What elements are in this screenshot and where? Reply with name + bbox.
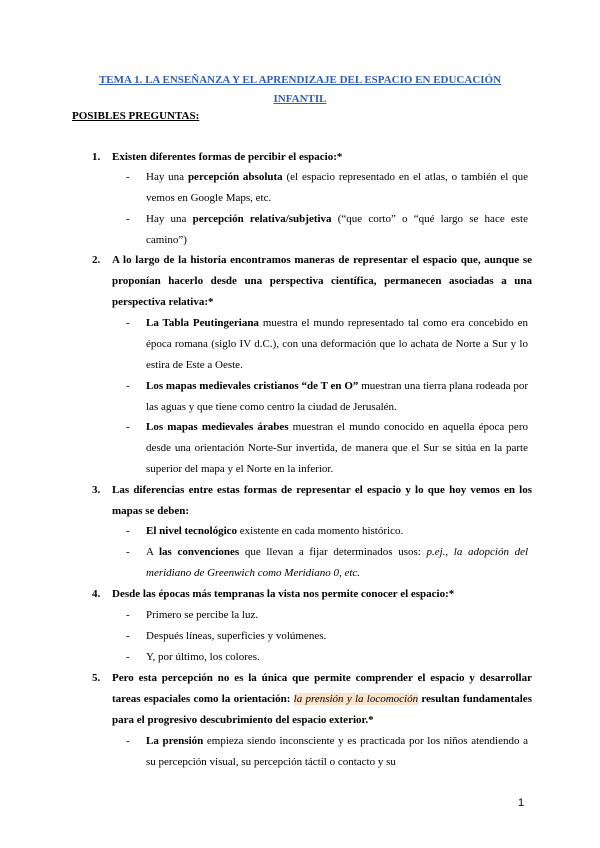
q2-bullet-1: - La Tabla Peutingeriana muestra el mundo representado tal como era concebido en época romana (siglo IV d.C.), con una deformación que lo achata de Norte a Sur y lo estira de Este a Oeste.	[126, 317, 528, 371]
highlighted-phrase: la prensión y la locomoción	[293, 693, 419, 705]
page-number: 1	[518, 797, 525, 809]
q4-bullet-3: - Y, por último, los colores.	[126, 651, 260, 663]
document-page: TEMA 1. LA ENSEÑANZA Y EL APRENDIZAJE DEL ESPACIO EN EDUCACIÓN INFANTIL POSIBLES PREGUNTAS: 1. Existen diferentes formas de percibir el espacio:* - Hay una percepción absoluta (el espacio representado en el atlas, o también el que vemos en Google Maps, etc. - Hay una percepción relativa/subjetiva (“que corto” o “qué largo se hace este camino”) 2. A lo largo de la historia encontramos maneras de representar el espacio que, aunque se proponían hacerlo desde una perspectiva científica, permanecen asociadas a una perspectiva relativa:* - La Tabla Peutingeriana muestra el mundo representado tal como era concebido en época romana (siglo IV d.C.), con una deformación que lo achata de Norte a Sur y lo estira de Este a Oeste. - Los mapas medievales cristianos “de T en O” muestran una tierra plana rodeada por las aguas y que tiene como centro la ciudad de Jerusalén. - Los mapas medievales árabes muestran el mundo conocido en aquella época pero desde una orientación Norte-Sur invertida, de manera que el Sur se sitúa en la parte superior del mapa y el Norte en la inferior. 3. Las diferencias entre estas formas de representar el espacio y lo que hoy vemos en los mapas se deben: - El nivel tecnológico existente en cada momento histórico. - A las convenciones que llevan a fijar determinados usos: p.ej., la adopción del meridiano de Greenwich como Meridiano 0, etc. 4. Desde las épocas más tempranas la vista nos permite conocer el espacio:* - Primero se percibe la luz. - Después líneas, superficies y volúmenes. - Y, por último, los colores. 5. Pero esta percepción no es la única que permite comprender el espacio y desarrollar tareas espaciales como la orientación: la prensión y la locomoción resultan fundamentales para el progresivo descubrimiento del espacio exterior.* - La prensión empieza siendo inconsciente y es practicada por los niños atendiendo a su percepción visual, su percepción táctil o contacto y su 1	[0, 0, 600, 848]
q4-bullet-2: - Después líneas, superficies y volúmenes.	[126, 630, 327, 642]
q3-bullet-1: - El nivel tecnológico existente en cada momento histórico.	[126, 525, 404, 537]
q5-bullet-1: - La prensión empieza siendo inconsciente y es practicada por los niños atendiendo a su percepción visual, su percepción táctil o contacto y su	[126, 735, 529, 768]
q2-bullet-3: - Los mapas medievales árabes muestran el mundo conocido en aquella época pero desde una orientación Norte-Sur invertida, de manera que el Sur se sitúa en la parte superior del mapa y el Norte en la inferior.	[126, 421, 528, 475]
document-title: TEMA 1. LA ENSEÑANZA Y EL APRENDIZAJE DEL ESPACIO EN EDUCACIÓN INFANTIL	[98, 74, 502, 105]
q3-bullet-2: - A las convenciones que llevan a fijar determinados usos: p.ej., la adopción del meridiano de Greenwich como Meridiano 0, etc.	[126, 546, 529, 579]
q1-bullet-1: - Hay una percepción absoluta (el espacio representado en el atlas, o también el que vemos en Google Maps, etc.	[126, 171, 528, 204]
section-subheading: POSIBLES PREGUNTAS:	[72, 110, 200, 122]
q1-bullet-2: - Hay una percepción relativa/subjetiva (“que corto” o “qué largo se hace este camino”)	[126, 213, 528, 246]
q2-bullet-2: - Los mapas medievales cristianos “de T en O” muestran una tierra plana rodeada por las aguas y que tiene como centro la ciudad de Jerusalén.	[126, 380, 529, 413]
q4-bullet-1: - Primero se percibe la luz.	[126, 609, 259, 621]
